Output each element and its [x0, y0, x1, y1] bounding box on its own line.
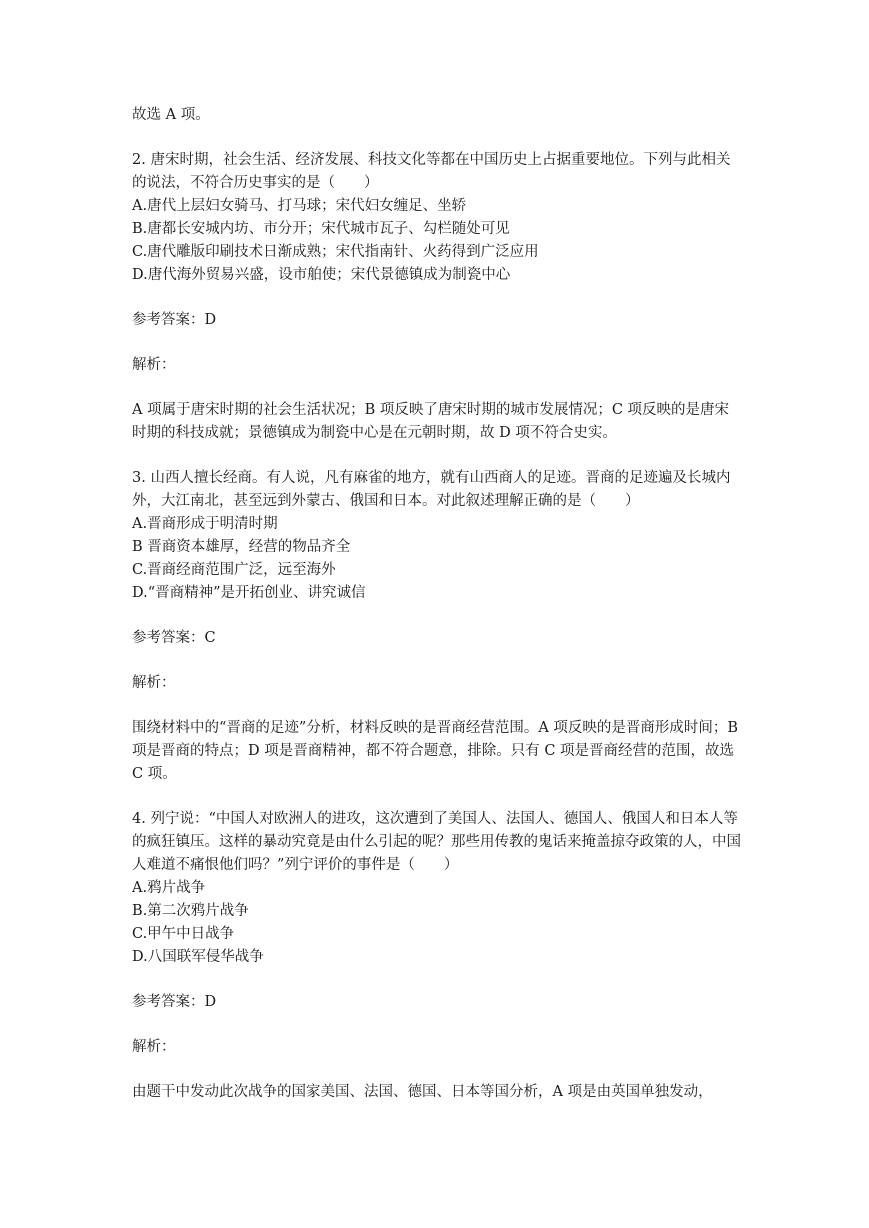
- question-3-option-b: B 晋商资本雄厚，经营的物品齐全: [132, 539, 351, 555]
- question-3-answer: 参考答案：C: [132, 630, 216, 646]
- question-2-option-c: C.唐代雕版印刷技术日渐成熟；宋代指南针、火药得到广泛应用: [132, 244, 539, 260]
- question-2-analysis: A 项属于唐宋时期的社会生活状况；B 项反映了唐宋时期的城市发展情况；C 项反映的是唐宋时期的科技成就；景德镇成为制瓷中心是在元朝时期，故 D 项不符合史实。: [132, 402, 730, 441]
- question-4-option-d: D.八国联军侵华战争: [132, 949, 264, 965]
- question-4-analysis: 由题干中发动此次战争的国家美国、法国、德国、日本等国分析，A 项是由英国单独发动，: [132, 1084, 713, 1100]
- question-2-option-d: D.唐代海外贸易兴盛，设市舶使；宋代景德镇成为制瓷中心: [132, 267, 511, 283]
- question-4-option-a: A.鸦片战争: [132, 880, 206, 896]
- question-3-analysis: 围绕材料中的“晋商的足迹”分析，材料反映的是晋商经营范围。A 项反映的是晋商形成时间；B 项是晋商的特点；D 项是晋商精神，都不符合题意，排除。只有 C 项是晋商经营的范围，故选 C 项。: [132, 720, 739, 782]
- question-2-analysis-label: 解析：: [132, 357, 176, 373]
- question-4-stem: 4. 列宁说：“中国人对欧洲人的进攻，这次遭到了美国人、法国人、德国人、俄国人和日本人等的疯狂镇压。这样的暴动究竟是由什么引起的呢？那些用传教的鬼话来掩盖掠夺政策的人，中国人难道不痛恨他们吗？”列宁评价的事件是（ ）: [132, 811, 741, 873]
- question-4-answer: 参考答案：D: [132, 994, 217, 1010]
- question-4-option-c: C.甲午中日战争: [132, 926, 235, 942]
- document-body: [132, 104, 742, 1104]
- question-2-stem: 2. 唐宋时期，社会生活、经济发展、科技文化等都在中国历史上占据重要地位。下列与此相关的说法，不符合历史事实的是（ ）: [132, 152, 731, 191]
- question-2-option-b: B.唐都长安城内坊、市分开；宋代城市瓦子、勾栏随处可见: [132, 221, 510, 237]
- question-4-option-b: B.第二次鸦片战争: [132, 903, 249, 919]
- question-2-answer: 参考答案：D: [132, 312, 217, 328]
- previous-conclusion: 故选 A 项。: [132, 107, 210, 123]
- question-4: [132, 808, 742, 1104]
- question-4-analysis-label: 解析：: [132, 1039, 176, 1055]
- question-3-stem: 3. 山西人擅长经商。有人说，凡有麻雀的地方，就有山西商人的足迹。晋商的足迹遍及长城内外，大江南北，甚至远到外蒙古、俄国和日本。对此叙述理解正确的是（ ）: [132, 470, 731, 509]
- question-3-analysis-label: 解析：: [132, 675, 176, 691]
- question-3-option-d: D.“晋商精神”是开拓创业、讲究诚信: [132, 585, 366, 601]
- question-2-option-a: A.唐代上层妇女骑马、打马球；宋代妇女缠足、坐轿: [132, 198, 467, 214]
- question-3: [132, 467, 742, 786]
- question-3-option-c: C.晋商经商范围广泛，远至海外: [132, 562, 336, 578]
- question-3-option-a: A.晋商形成于明清时期: [132, 516, 278, 532]
- question-2: [132, 149, 742, 445]
